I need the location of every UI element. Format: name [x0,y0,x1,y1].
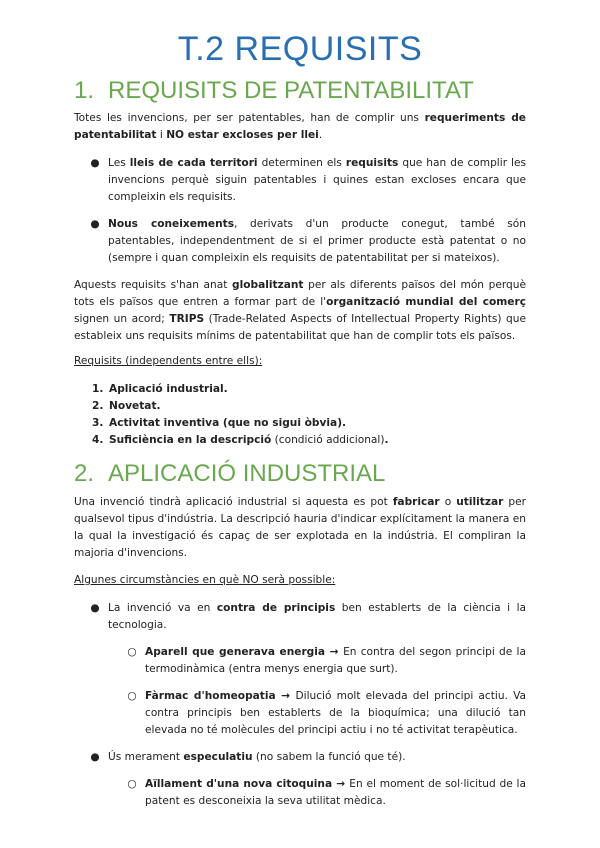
bold-text: Aïllament d'una nova citoquina [145,778,333,790]
page-title: T.2 REQUISITS [177,30,423,68]
text: , derivats d'un producte conegut, també són patentables, independentment de si el primer producte està patentat o no (sempre i quan compleixin els requisits de patentabilitat per si mateixos). [108,218,527,264]
bold-text: TRIPS [169,313,205,325]
list-item [92,381,389,398]
text: (Trade-Related Aspects of Intellectual Property Rights) que estableix uns requisits mínims de patentabilitat que han de complir tots els països. [74,313,526,342]
section-1-intro [74,110,526,144]
text: Totes les invencions, per ser patentables, han de complir uns [74,112,425,124]
text: o [439,496,457,508]
requirements-list [92,381,389,449]
section-1-title: REQUISITS DE PATENTABILITAT [108,77,474,104]
list-number: 1. [92,383,104,395]
text: i [156,129,167,141]
sub-bullet-marker: ○ [127,646,137,658]
section-1-paragraph-2 [74,277,526,345]
section-1-bullet-1 [90,155,527,206]
list-number: 3. [92,417,104,429]
text: En contra del segon principi de la termodinàmica (entra menys energia que surt). [145,646,526,675]
section-2-bullet-1 [90,600,527,634]
text: Una invenció tindrà aplicació industrial si aquesta es pot [74,496,393,508]
text: determinen els [257,157,346,169]
bullet-marker: ● [90,751,100,763]
bullet-marker: ● [90,157,100,169]
sub-bullet-marker: ○ [127,690,137,702]
text: per als diferents països del món perquè tots els països que entren a formar part de l' [74,279,526,308]
list-item-label: Activitat inventiva (que no sigui òbvia). [109,417,347,429]
text: En el moment de sol·licitud de la patent es desconeixia la seva utilitat mèdica. [145,778,526,807]
bold-text: Aparell que generava energia [145,646,326,658]
bold-text: contra de principis [216,602,336,614]
bold-text: requisits [345,157,399,169]
bold-text: lleis de cada territori [129,157,258,169]
text: Les [108,157,130,169]
sub-item-cytokine [127,776,526,810]
section-2-heading [74,460,385,488]
arrow: → [275,690,296,702]
list-item-label: Suficiència en la descripció [109,434,272,446]
list-number: 2. [92,400,104,412]
list-item [92,415,389,432]
bold-text: utilitzar [456,496,504,508]
text: Aquests requisits s'han anat [74,279,233,291]
arrow: → [325,646,344,658]
section-2-number: 2. [74,460,95,487]
bold-text: especulatiu [183,751,253,763]
arrow: → [332,778,350,790]
bold-text: NO estar excloses per llei [166,129,319,141]
bold-text: fabricar [392,496,440,508]
sub-item-energy-device [127,644,526,678]
section-2-bullet-2 [90,749,526,766]
text: que han de complir les invencions perquè siguin patentables i quines estan excloses encara que compleixin els requisits. [108,157,527,203]
bold-text: globalitzant [232,279,304,291]
requirements-list-heading: Requisits (independents entre ells): [74,355,263,367]
bold-text: Nous coneixements [108,218,235,230]
text: La invenció va en [108,602,217,614]
cases-heading: Algunes circumstàncies en què NO serà possible: [74,574,336,586]
text: (no sabem la funció que té). [252,751,406,763]
text: Ús merament [108,751,184,763]
text: . [318,129,323,141]
section-2-intro [74,494,526,562]
section-1-number: 1. [74,77,95,104]
list-number: 4. [92,434,104,446]
text: signen un acord; [74,313,170,325]
section-2-title: APLICACIÓ INDUSTRIAL [108,460,386,487]
list-item-label: Novetat. [109,400,161,412]
list-item-punct: . [384,434,389,446]
text: Dilució molt elevada del principi actiu. Va contra principis ben establerts de la bioquímica; una dilució tan elevada no té molècules del principi actiu i no té activitat terapèutica. [145,690,526,736]
list-item [92,398,389,415]
bullet-marker: ● [90,602,100,614]
list-item [92,432,389,449]
section-1-heading [74,77,474,105]
bold-text: Fàrmac d'homeopatia [145,690,276,702]
list-item-note: (condició addicional) [271,434,385,446]
sub-bullet-marker: ○ [127,778,137,790]
sub-item-homeopathy [127,688,526,739]
list-item-label: Aplicació industrial. [109,383,228,395]
bold-text: requeriments de patentabilitat [74,112,526,141]
bold-text: organització mundial del comerç [326,296,526,308]
section-1-bullet-2 [90,216,527,267]
text: per qualsevol tipus d'indústria. La descripció hauria d'indicar explícitament la manera en la qual la investigació és capaç de ser explotada en la indústria. El compliran la majoria d'invencions. [74,496,527,559]
bullet-marker: ● [90,218,100,230]
text: ben establerts de la ciència i la tecnologia. [108,602,527,631]
